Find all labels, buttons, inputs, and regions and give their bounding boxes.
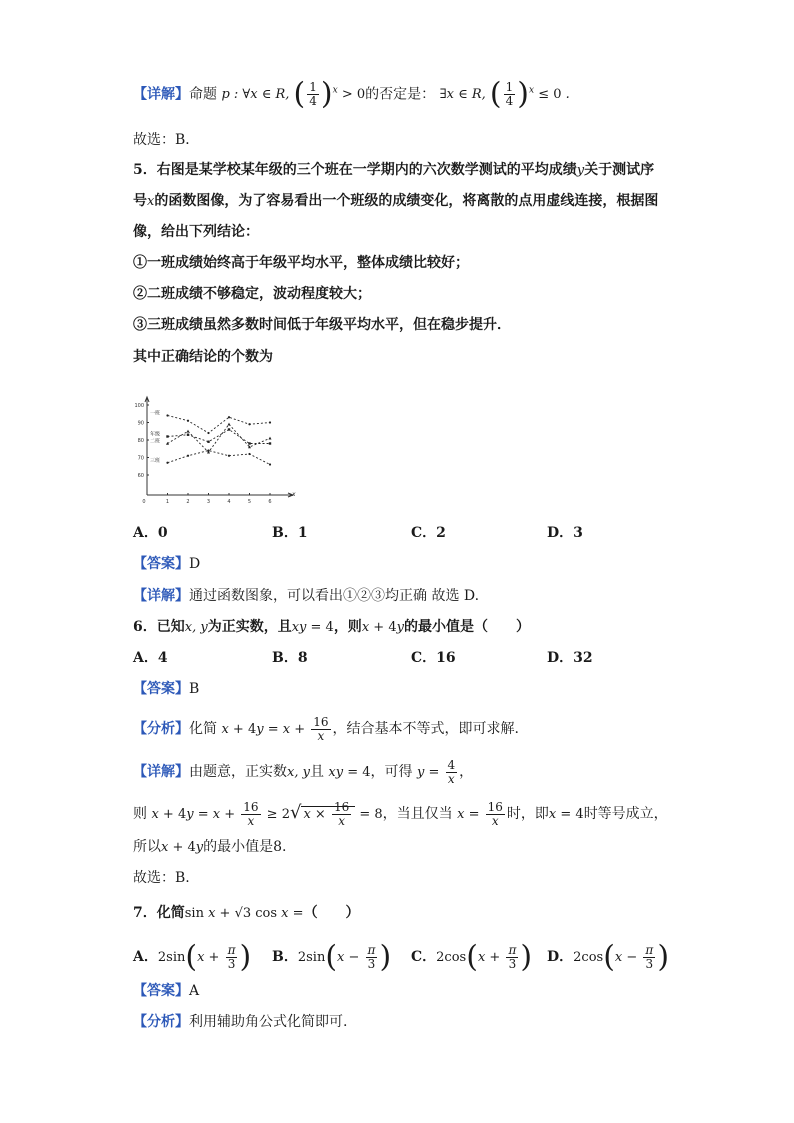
answer-value: A — [189, 983, 200, 999]
q6-choice-line: 故选：B. — [133, 870, 190, 886]
option-letter: B． — [272, 949, 298, 965]
y-tick-label: 70 — [137, 455, 144, 462]
x-axis-label: x — [292, 491, 296, 498]
q5-option-a: A．0 — [133, 525, 168, 541]
q6-option-a: A．4 — [133, 650, 168, 666]
q4-choice-line: 故选：B． — [133, 132, 200, 148]
var-x: x — [147, 194, 155, 209]
data-point — [207, 432, 209, 434]
data-point — [228, 416, 230, 418]
series-label: 一班 — [150, 410, 161, 417]
vars-xy: x, y — [287, 765, 310, 780]
data-point — [248, 442, 250, 444]
series-label: 年级 — [150, 431, 161, 438]
detail-text-b: 且 — [309, 764, 324, 780]
then-text-b: ，当且仅当 — [382, 806, 453, 822]
q6-detail-line — [133, 759, 473, 786]
q7-stem-b: （ ） — [303, 905, 360, 921]
y-formula: y = $\frac{4}{x}$ — [416, 758, 456, 786]
y-tick-label: 90 — [137, 420, 144, 427]
data-point — [248, 423, 250, 425]
q5-stem-line-3: 像，给出下列结论： — [133, 224, 259, 240]
option-letter: D． — [547, 949, 574, 965]
x-tick-label: 2 — [186, 499, 190, 505]
answer-tag: 【答案】 — [133, 556, 189, 572]
detail-text-c: ，可得 — [370, 764, 413, 780]
eq-condition: x = $\frac{16}{x}$ — [457, 800, 503, 828]
answer-tag: 【答案】 — [133, 983, 189, 999]
y-tick-label: 80 — [137, 438, 144, 444]
q6-option-d: D．32 — [547, 650, 593, 666]
answer-tag: 【答案】 — [133, 681, 189, 697]
q6-option-c: C．16 — [411, 650, 456, 666]
q5-stem-line-1 — [133, 160, 654, 181]
q5-answer-line — [133, 554, 200, 574]
analysis-tag: 【分析】 — [133, 721, 189, 737]
detail-text-2: 的否定是： — [365, 86, 436, 103]
q7-option-b — [272, 939, 392, 975]
then-text-d: 时等号成立， — [583, 806, 668, 822]
x-tick-label: 3 — [206, 499, 211, 505]
q7-answer-line — [133, 981, 199, 1001]
q7-analysis-line — [133, 1012, 347, 1032]
y-tick-label: 100 — [134, 403, 144, 409]
x-tick-label: 5 — [247, 499, 252, 505]
detail-text-a: 由题意，正实数 — [189, 764, 287, 780]
q6-so-line — [133, 837, 287, 858]
detail-tag: 【详解】 — [133, 588, 189, 604]
q6-answer-line — [133, 679, 199, 699]
x-equals-4: x = 4 — [548, 807, 584, 822]
data-point — [187, 420, 189, 422]
option-letter: A． — [133, 949, 158, 965]
q5-stem-2b: 的函数图像，为了容易看出一个班级的成绩变化，将离散的点用虚线连接，根据图 — [154, 193, 659, 209]
q5-stem-1b: 关于测试序 — [584, 162, 655, 178]
q6-stem-d: 的最小值是（ ） — [403, 619, 530, 635]
proposition-formula: p : ∀x ∈ R, ( $\frac{1}{4}$ )$^x$ > 0 — [221, 76, 366, 112]
vars-xy: x, y — [184, 620, 208, 635]
so-text: 所以 — [133, 839, 161, 855]
so-text-b: 的最小值是 — [203, 839, 274, 855]
analysis-text-b: ，结合基本不等式，即可求解. — [332, 721, 519, 737]
score-line-chart — [125, 390, 300, 505]
q6-then-line — [133, 801, 668, 828]
q4-detail-line — [133, 76, 570, 112]
x-tick-label: 6 — [268, 499, 272, 505]
negation-formula: ∃x ∈ R, ( $\frac{1}{4}$ )$^x$ ≤ 0 . — [439, 76, 570, 112]
q5-conclusion-2: ②二班成绩不够稳定，波动程度较大； — [133, 286, 371, 302]
data-point — [166, 435, 168, 437]
q7-stem-a: 7．化简 — [133, 905, 185, 921]
series-label: 三班 — [150, 457, 161, 464]
y-tick-label: 60 — [137, 473, 144, 479]
series-line-1 — [168, 416, 271, 434]
series-line-2 — [168, 430, 271, 444]
answer-value: B — [189, 681, 200, 697]
data-point — [228, 455, 230, 457]
q5-conclusion-1: ①一班成绩始终高于年级平均水平，整体成绩比较好； — [133, 255, 469, 271]
cond-formula: xy = 4 — [328, 765, 371, 780]
detail-tag: 【详解】 — [133, 86, 189, 103]
detail-text-d: ， — [459, 764, 474, 780]
data-point — [269, 421, 271, 423]
option-formula: 2sin(x + $\frac{\pi}{3}$ ) — [157, 939, 252, 975]
q7-option-a — [133, 939, 252, 975]
q7-option-d — [547, 939, 670, 975]
q7-stem — [133, 903, 360, 924]
q6-stem — [133, 617, 530, 638]
option-formula: 2cos(x + $\frac{\pi}{3}$ ) — [436, 939, 533, 975]
answer-value: D — [189, 556, 201, 572]
x-tick-label: 4 — [227, 499, 231, 505]
q6-stem-c: ，则 — [333, 619, 362, 635]
data-point — [187, 434, 189, 436]
so-value: 8. — [273, 839, 287, 855]
series-label: 二班 — [150, 438, 161, 445]
data-point — [228, 428, 230, 430]
analysis-text-a: 化简 — [189, 721, 217, 737]
q5-ask: 其中正确结论的个数为 — [133, 349, 273, 365]
q6-analysis-line — [133, 716, 519, 743]
detail-tag: 【详解】 — [133, 764, 189, 780]
q5-conclusion-3: ③三班成绩虽然多数时间低于年级平均水平，但在稳步提升． — [133, 317, 511, 333]
data-point — [269, 463, 271, 465]
analysis-formula: x + 4y = x + $\frac{16}{x}$ — [221, 715, 329, 743]
detail-text: 命题 — [189, 86, 217, 103]
data-point — [269, 442, 271, 444]
q5-option-d: D．3 — [547, 525, 583, 541]
cond-xy4: xy = 4 — [291, 620, 334, 635]
then-text: 则 — [133, 806, 147, 822]
then-text-c: 时，即 — [506, 806, 549, 822]
q5-detail-line — [133, 586, 479, 606]
var-y: y — [576, 163, 585, 178]
analysis-text: 利用辅助角公式化简即可. — [189, 1014, 348, 1030]
q7-option-c — [411, 939, 533, 975]
option-letter: C． — [411, 949, 437, 965]
expr-x4y: x + 4y — [361, 620, 404, 635]
expr-x4y: x + 4y — [161, 840, 204, 855]
q6-stem-b: 为正实数，且 — [207, 619, 292, 635]
data-point — [187, 455, 189, 457]
series-line-4 — [168, 451, 271, 465]
data-point — [187, 430, 190, 433]
q6-stem-a: 6．已知 — [133, 619, 185, 635]
q5-option-b: B．1 — [272, 525, 308, 541]
series-line-3 — [168, 424, 271, 452]
data-point — [207, 449, 209, 451]
data-point — [166, 414, 168, 416]
data-point — [166, 462, 168, 464]
data-point — [228, 423, 231, 426]
detail-text: 通过函数图象，可以看出①②③均正确 故选 D. — [189, 588, 480, 604]
data-point — [207, 441, 209, 443]
data-point — [269, 437, 272, 440]
q5-stem-1: 5．右图是某学校某年级的三个班在一学期内的六次数学测试的平均成绩 — [133, 162, 577, 178]
q7-expression: sin x + √3 cos x = — [184, 906, 304, 921]
q5-stem-line-2 — [133, 191, 658, 212]
analysis-tag: 【分析】 — [133, 1014, 189, 1030]
x-tick-label: 1 — [165, 499, 170, 505]
q6-option-b: B．8 — [272, 650, 308, 666]
inequality-formula: x + 4y = x + $\frac{16}{x}$ ≥ 2√ x × $\frac{16}{x}$ = 8 — [151, 800, 383, 828]
option-formula: 2cos(x − $\frac{\pi}{3}$ ) — [573, 939, 670, 975]
x-tick-label: 0 — [142, 499, 146, 505]
q5-option-c: C．2 — [411, 525, 446, 541]
option-formula: 2sin(x − $\frac{\pi}{3}$ ) — [297, 939, 392, 975]
q5-stem-2a: 号 — [133, 193, 147, 209]
data-point — [248, 453, 250, 455]
